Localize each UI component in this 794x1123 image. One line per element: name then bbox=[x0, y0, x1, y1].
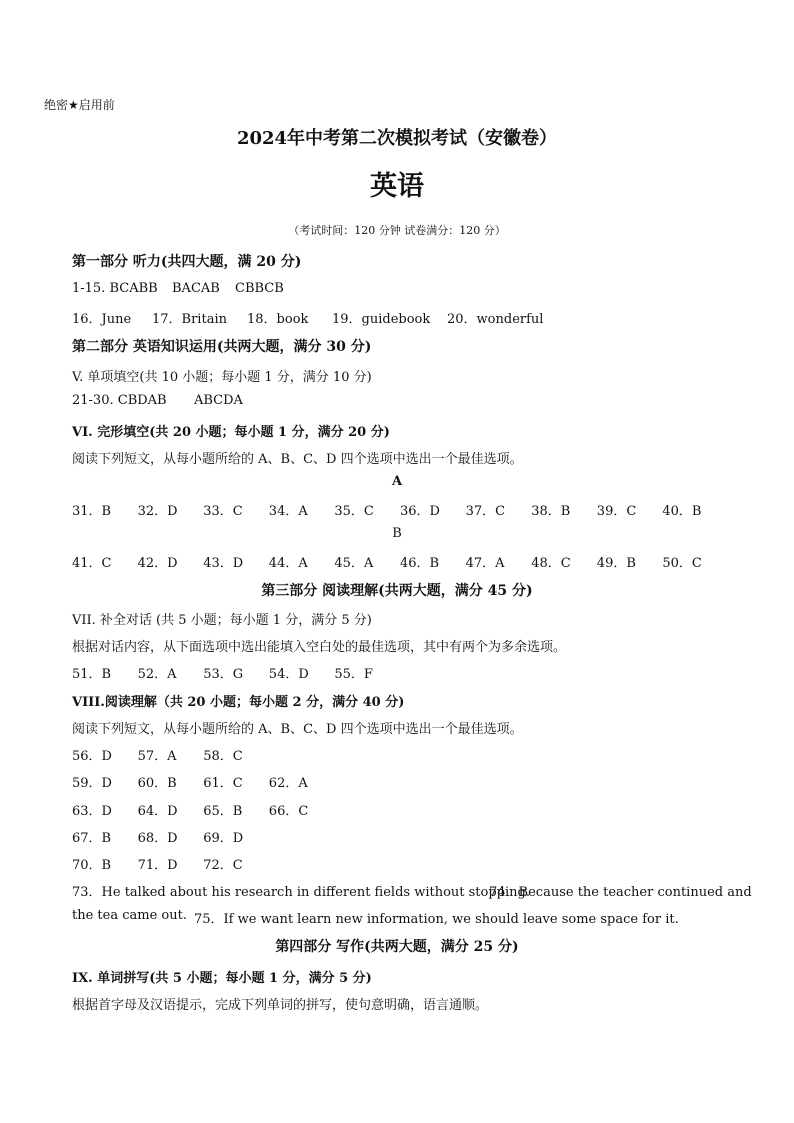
answer-item: 39．C bbox=[596, 504, 637, 519]
answer-item: 20．wonderful bbox=[447, 312, 544, 327]
answer-group: CBBCB bbox=[235, 281, 284, 296]
section8-title: VIII.阅读理解（共 20 小题；每小题 2 分，满分 40 分) bbox=[72, 695, 405, 710]
answer-item: 42．D bbox=[137, 556, 178, 571]
answer-item: 46．B bbox=[400, 556, 440, 571]
answer-73: 73．He talked about his research in different fields without stopping. bbox=[72, 885, 530, 900]
exam-title: 2024年中考第二次模拟考试（安徽卷） bbox=[236, 128, 558, 149]
answer-item: 53．G bbox=[203, 667, 244, 682]
answer-group: ABCDA bbox=[194, 393, 243, 408]
answer-item: 56．D bbox=[72, 749, 112, 764]
answer-item: 65．B bbox=[203, 804, 243, 819]
answer-item: 31．B bbox=[72, 504, 112, 519]
answer-item: 70．B bbox=[72, 858, 112, 873]
section8-instruction: 阅读下列短文，从每小题所给的 A、B、C、D 四个选项中选出一个最佳选项。 bbox=[72, 722, 523, 737]
part1-heading: 第一部分 听力(共四大题，满 20 分) bbox=[72, 254, 302, 270]
answer-75: 75．If we want learn new information, we should leave some space for it. bbox=[194, 912, 679, 927]
answer-item: 45．A bbox=[334, 556, 374, 571]
answer-item: 61．C bbox=[203, 776, 243, 791]
part3-heading: 第三部分 阅读理解(共两大题，满分 45 分) bbox=[261, 583, 533, 599]
answer-item: 66．C bbox=[268, 804, 309, 819]
answer-item: 18．book bbox=[247, 312, 309, 327]
answer-item: 43．D bbox=[203, 556, 244, 571]
answer-item: 68．D bbox=[137, 831, 178, 846]
section7-title: VII. 补全对话 (共 5 小题；每小题 1 分，满分 5 分) bbox=[72, 613, 372, 628]
section6-title: VI. 完形填空(共 20 小题；每小题 1 分，满分 20 分) bbox=[72, 425, 390, 440]
answer-item: 44．A bbox=[268, 556, 308, 571]
subject-title: 英语 bbox=[370, 171, 424, 202]
answer-item: 62．A bbox=[268, 776, 308, 791]
answer-item: 67．B bbox=[72, 831, 112, 846]
answer-item: 57．A bbox=[137, 749, 177, 764]
section6-instruction: 阅读下列短文，从每小题所给的 A、B、C、D 四个选项中选出一个最佳选项。 bbox=[72, 452, 523, 467]
answer-74-start: 74．Because the teacher continued and bbox=[489, 885, 752, 900]
passage-a-label: A bbox=[391, 474, 403, 489]
answer-item: 16．June bbox=[72, 312, 132, 327]
passage-b-label: B bbox=[392, 526, 402, 541]
answer-item: 54．D bbox=[268, 667, 309, 682]
answer-item: 32．D bbox=[137, 504, 178, 519]
answer-item: 35．C bbox=[334, 504, 374, 519]
answer-item: 72．C bbox=[203, 858, 243, 873]
answer-item: 49．B bbox=[596, 556, 636, 571]
part2-heading: 第二部分 英语知识运用(共两大题，满分 30 分) bbox=[72, 339, 372, 355]
answer-item: 41．C bbox=[72, 556, 112, 571]
answer-item: 17．Britain bbox=[152, 312, 227, 327]
section5-title: V. 单项填空(共 10 小题；每小题 1 分，满分 10 分) bbox=[72, 370, 372, 385]
answer-item: 55．F bbox=[334, 667, 373, 682]
answer-item: 63．D bbox=[72, 804, 112, 819]
answer-item: 19．guidebook bbox=[332, 312, 431, 327]
answer-item: 60．B bbox=[137, 776, 177, 791]
answer-item: 58．C bbox=[203, 749, 243, 764]
part4-heading: 第四部分 写作(共两大题，满分 25 分) bbox=[275, 939, 519, 955]
answer-item: 64．D bbox=[137, 804, 178, 819]
answer-item: 50．C bbox=[662, 556, 702, 571]
answer-item: 52．A bbox=[137, 667, 177, 682]
answer-item: 33．C bbox=[203, 504, 243, 519]
answer-item: 71．D bbox=[137, 858, 178, 873]
answer-item: 36．D bbox=[400, 504, 440, 519]
section7-instruction: 根据对话内容，从下面选项中选出能填入空白处的最佳选项，其中有两个为多余选项。 bbox=[72, 640, 567, 655]
exam-time-info: （考试时间：120 分钟 试卷满分：120 分） bbox=[288, 224, 506, 237]
answer-item: 51．B bbox=[72, 667, 112, 682]
section9-instruction: 根据首字母及汉语提示，完成下列单词的拼写，使句意明确，语言通顺。 bbox=[72, 998, 489, 1013]
answer-item: 40．B bbox=[662, 504, 702, 519]
answer-group: 21-30. CBDAB bbox=[72, 393, 167, 408]
confidential-label: 绝密★启用前 bbox=[44, 98, 115, 112]
answer-group: BACAB bbox=[172, 281, 220, 296]
answer-item: 37．C bbox=[465, 504, 506, 519]
answer-item: 48．C bbox=[531, 556, 571, 571]
answer-item: 34．A bbox=[268, 504, 308, 519]
answer-item: 69．D bbox=[203, 831, 244, 846]
answer-74-end: the tea came out. bbox=[72, 908, 187, 923]
answer-item: 59．D bbox=[72, 776, 112, 791]
answer-group: 1-15. BCABB bbox=[72, 281, 158, 296]
section9-title: IX. 单词拼写(共 5 小题；每小题 1 分，满分 5 分) bbox=[72, 971, 372, 986]
answer-item: 47．A bbox=[465, 556, 505, 571]
answer-item: 38．B bbox=[531, 504, 571, 519]
